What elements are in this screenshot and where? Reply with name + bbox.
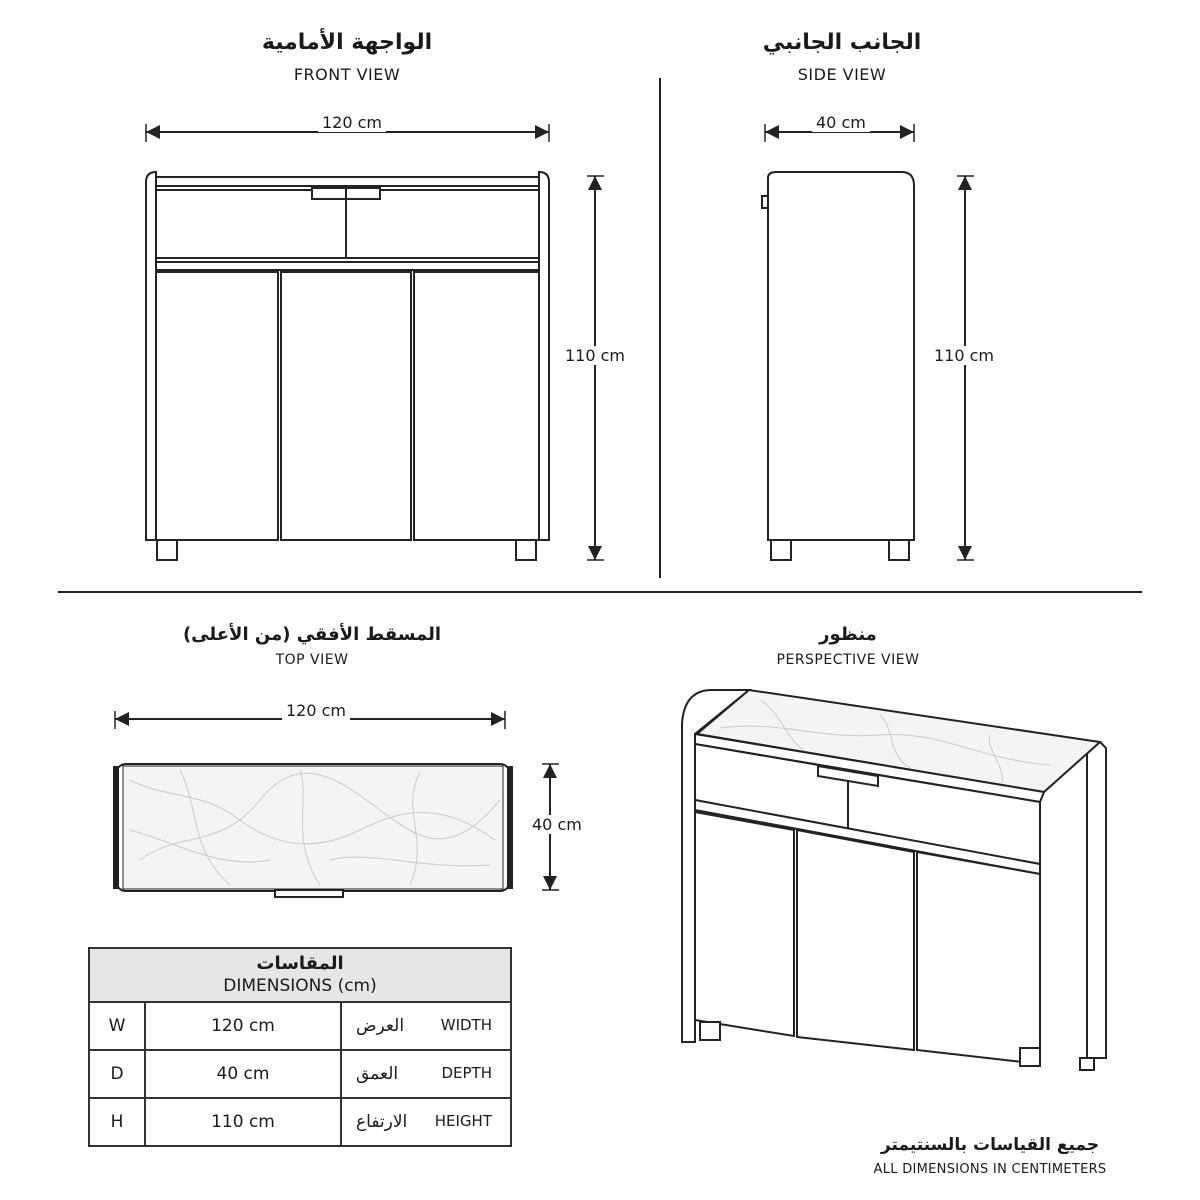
dimension-value: 120 cm (145, 1002, 341, 1050)
front-drawer-right (346, 190, 539, 258)
perspective-leg-front-right (1020, 1048, 1040, 1066)
dimension-label (341, 1050, 511, 1098)
top-view-title: TOP VIEW (275, 652, 349, 668)
side-leg-left (771, 540, 791, 560)
dimension-code: W (89, 1002, 145, 1050)
side-view-title-ar: الجانب الجانبي (762, 30, 922, 55)
dimension-code: D (89, 1050, 145, 1098)
side-leg-right (889, 540, 909, 560)
top-view-drawing (115, 711, 559, 897)
dimensions-title: DIMENSIONS (cm) (223, 976, 377, 996)
front-view-drawing (146, 124, 604, 560)
front-drawer-left (156, 190, 346, 258)
perspective-leg-front-left (700, 1022, 720, 1040)
front-door-middle (281, 272, 411, 540)
front-leg-right (516, 540, 536, 560)
front-height-label: 110 cm (561, 346, 629, 365)
dimensions-table-header (89, 948, 511, 1002)
dimension-code: H (89, 1098, 145, 1146)
top-view-title-ar: المسقط الأفقي (من الأعلى) (182, 624, 442, 645)
dimension-label-ar: العمق (356, 1064, 399, 1084)
front-shelf (156, 262, 539, 270)
footer-note-ar: جميع القياسات بالسنتيمتر (880, 1135, 1100, 1155)
footer-note: ALL DIMENSIONS IN CENTIMETERS (873, 1162, 1107, 1177)
dimension-label-en: HEIGHT (434, 1112, 492, 1130)
side-view-drawing (762, 124, 974, 560)
front-door-left (156, 272, 278, 540)
dimensions-table (88, 947, 512, 1147)
perspective-view-drawing (682, 690, 1106, 1070)
perspective-door-right (917, 852, 1040, 1064)
front-width-label: 120 cm (318, 113, 386, 132)
side-height-label: 110 cm (930, 346, 998, 365)
dimension-value: 110 cm (145, 1098, 341, 1146)
dimensions-title-ar: المقاسات (256, 953, 344, 974)
perspective-door-middle (797, 830, 914, 1050)
front-right-panel (539, 172, 549, 540)
table-row (89, 1002, 511, 1050)
dimension-label (341, 1098, 511, 1146)
table-row (89, 1098, 511, 1146)
perspective-view-title: PERSPECTIVE VIEW (776, 652, 920, 668)
side-body (768, 172, 914, 540)
front-left-panel (146, 172, 156, 540)
dimension-label-en: DEPTH (441, 1064, 492, 1082)
side-handle (762, 196, 768, 208)
front-door-right (414, 272, 539, 540)
dimension-label (341, 1002, 511, 1050)
dimension-value: 40 cm (145, 1050, 341, 1098)
dimension-label-en: WIDTH (440, 1016, 492, 1034)
front-leg-left (157, 540, 177, 560)
top-marble-surface (123, 766, 503, 889)
perspective-view-title-ar: منظور (819, 624, 877, 645)
dimension-label-ar: العرض (356, 1016, 405, 1036)
table-row (89, 1050, 511, 1098)
side-depth-label: 40 cm (812, 113, 870, 132)
perspective-leg-back-right (1080, 1058, 1094, 1070)
front-view-title-ar: الواجهة الأمامية (261, 30, 433, 55)
perspective-door-left (695, 812, 794, 1036)
top-depth-label: 40 cm (528, 815, 586, 834)
side-view-title: SIDE VIEW (797, 65, 887, 84)
top-width-label: 120 cm (282, 701, 350, 720)
top-handle (275, 890, 343, 897)
front-view-title: FRONT VIEW (293, 65, 401, 84)
front-top-slab (156, 177, 539, 186)
perspective-right-panel (1087, 742, 1106, 1058)
dimension-label-ar: الارتفاع (356, 1112, 408, 1132)
